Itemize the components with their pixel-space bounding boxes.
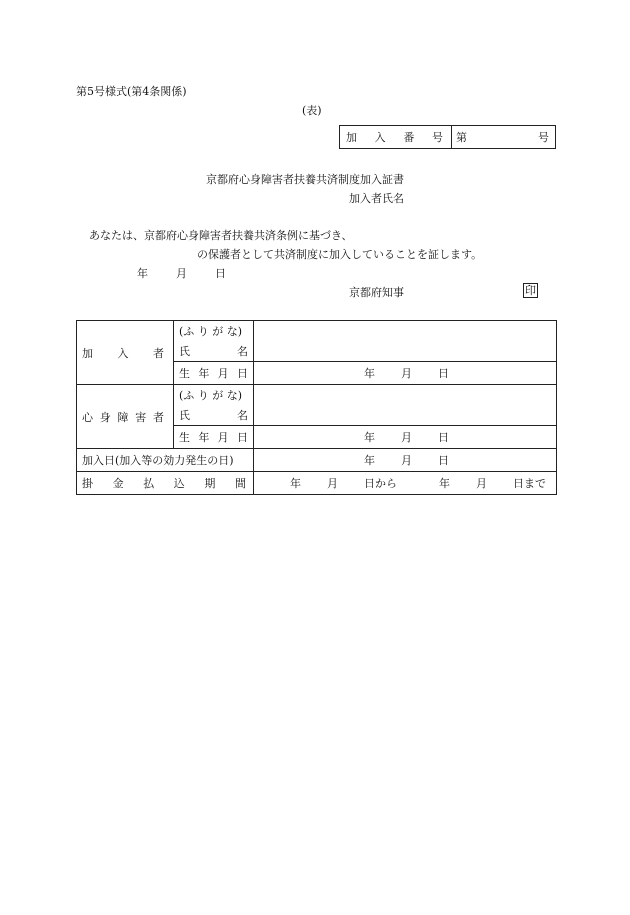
number-prefix: 第 xyxy=(456,131,467,144)
form-number: 第5号様式(第4条関係) xyxy=(76,85,187,98)
membership-number-box xyxy=(339,125,556,149)
birth-char: 生 xyxy=(179,431,190,444)
year-label: 年 xyxy=(364,431,375,444)
side-label: (表) xyxy=(302,104,322,117)
pay-char: 期 xyxy=(204,477,216,490)
birth-char: 年 xyxy=(198,367,210,380)
year-label: 年 xyxy=(364,367,375,380)
label-char: 入 xyxy=(374,131,386,144)
birth-char: 生 xyxy=(179,367,190,380)
join-date-header: 加入日(加入等の効力発生の日) xyxy=(77,449,254,472)
label-char: 加 xyxy=(346,131,357,144)
pay-char: 金 xyxy=(112,477,124,490)
cat-char: 心 xyxy=(82,410,93,424)
month-label: 月 xyxy=(401,431,412,444)
disabled-birthdate-value[interactable] xyxy=(254,426,557,449)
day-label: 日 xyxy=(438,454,449,467)
member-name-label: 加入者氏名 xyxy=(349,192,404,205)
disabled-name-value[interactable] xyxy=(254,385,557,426)
birth-char: 年 xyxy=(198,431,210,444)
member-category-cell xyxy=(77,321,174,385)
member-info-table xyxy=(76,320,557,495)
pay-char: 間 xyxy=(234,477,246,490)
cat-char: 者 xyxy=(153,346,164,360)
name-char: 氏 xyxy=(179,409,190,422)
until-month-label: 月 xyxy=(476,477,487,490)
until-day-label: 日まで xyxy=(513,477,546,490)
member-birthdate-value[interactable] xyxy=(254,362,557,385)
join-date-value[interactable] xyxy=(254,449,557,472)
body-line-1: あなたは、京都府心身障害者扶養共済条例に基づき、 xyxy=(89,229,353,242)
year-label: 年 xyxy=(364,454,375,467)
seal-stamp: 印 xyxy=(525,284,536,297)
name-char: 名 xyxy=(237,409,248,422)
pay-char: 込 xyxy=(173,477,185,490)
payment-period-header xyxy=(77,472,254,495)
birth-char: 日 xyxy=(236,431,248,444)
name-char: 名 xyxy=(237,345,248,358)
cat-char: 入 xyxy=(117,346,129,360)
from-day-label: 日から xyxy=(364,477,397,490)
issue-month: 月 xyxy=(176,267,187,280)
member-name-header xyxy=(174,321,254,362)
pay-char: 払 xyxy=(143,477,155,490)
disabled-name-header xyxy=(174,385,254,426)
cat-char: 者 xyxy=(153,410,164,424)
issue-year: 年 xyxy=(137,267,148,280)
until-year-label: 年 xyxy=(439,477,450,490)
body-line-2: の保護者として共済制度に加入していることを証します。 xyxy=(197,248,483,261)
birth-char: 日 xyxy=(236,367,248,380)
day-label: 日 xyxy=(438,367,449,380)
member-name-value[interactable] xyxy=(254,321,557,362)
from-month-label: 月 xyxy=(327,477,338,490)
month-label: 月 xyxy=(401,367,412,380)
cat-char: 身 xyxy=(99,410,111,424)
member-birthdate-header xyxy=(174,362,254,385)
birth-char: 月 xyxy=(217,431,229,444)
cat-char: 害 xyxy=(135,410,147,424)
certificate-title: 京都府心身障害者扶養共済制度加入証書 xyxy=(206,173,404,186)
payment-period-value[interactable] xyxy=(254,472,557,495)
cat-char: 加 xyxy=(82,346,93,360)
birth-char: 月 xyxy=(217,367,229,380)
number-suffix: 号 xyxy=(538,131,549,144)
pay-char: 掛 xyxy=(82,477,93,490)
issue-day: 日 xyxy=(215,267,226,280)
cat-char: 障 xyxy=(117,410,129,424)
disabled-category-cell xyxy=(77,385,174,449)
furigana-label: (ふ り が な) xyxy=(179,325,243,338)
label-char: 番 xyxy=(403,131,415,144)
issuer: 京都府知事 xyxy=(349,286,404,299)
membership-number-value xyxy=(452,126,555,148)
name-char: 氏 xyxy=(179,345,190,358)
disabled-birthdate-header xyxy=(174,426,254,449)
from-year-label: 年 xyxy=(290,477,301,490)
day-label: 日 xyxy=(438,431,449,444)
membership-number-label xyxy=(340,126,452,148)
furigana-label: (ふ り が な) xyxy=(179,389,243,402)
label-char: 号 xyxy=(431,131,443,144)
issue-date xyxy=(137,268,226,279)
month-label: 月 xyxy=(401,454,412,467)
